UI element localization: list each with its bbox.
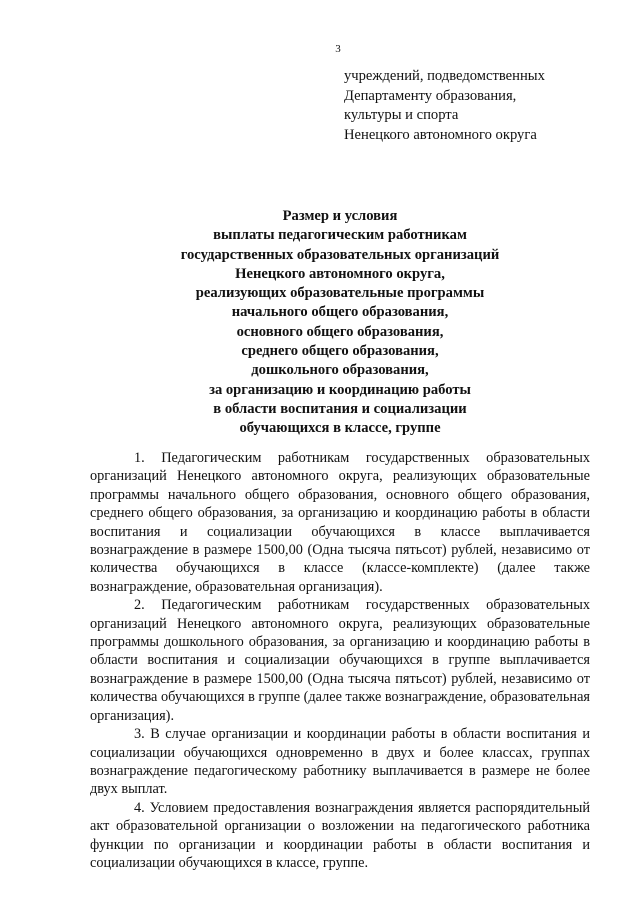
addressee-line: культуры и спорта bbox=[344, 107, 459, 124]
title-line: дошкольного образования, bbox=[251, 362, 429, 379]
title-line: обучающихся в классе, группе bbox=[239, 420, 441, 437]
page-number: 3 bbox=[335, 43, 341, 55]
title-line: среднего общего образования, bbox=[241, 343, 439, 360]
title-line: начального общего образования, bbox=[231, 304, 449, 321]
paragraph-4: 4. Условием предоставления вознаграждения является распорядительный акт образовательной организации о возложении на педагогического работника функции по организации и координации работы в области воспитания и социализации обучающихся в классе, группе. bbox=[90, 799, 590, 871]
title-line: основного общего образования, bbox=[236, 323, 444, 340]
title-line: выплаты педагогическим работникам bbox=[213, 227, 467, 244]
addressee-block bbox=[344, 67, 545, 145]
addressee-line: Ненецкого автономного округа bbox=[344, 126, 537, 143]
title-line: государственных образовательных организаций bbox=[180, 246, 500, 263]
paragraph-3: 3. В случае организации и координации работы в области воспитания и социализации обучающихся одновременно в двух и более классах, группах вознаграждение педагогическому работнику выплачивается в размере не более двух выплат. bbox=[90, 726, 590, 798]
document-body bbox=[90, 449, 590, 872]
title-line: Ненецкого автономного округа, bbox=[235, 265, 445, 282]
title-line: в области воспитания и социализации bbox=[213, 400, 467, 417]
addressee-line: учреждений, подведомственных bbox=[344, 68, 545, 84]
paragraph-1: 1. Педагогическим работникам государственных образовательных организаций Ненецкого автономного округа, реализующих образовательные программы начального общего образования, основного общего образования, среднего общего образования, за организацию и координацию работы в области воспитания и социализации обучающихся в классе выплачивается вознаграждение в размере 1500,00 (Одна тысяча пятьсот) рублей, независимо от количества обучающихся в классе (классе-комплекте) (далее также вознаграждение, образовательная организация). bbox=[90, 450, 590, 595]
document-title bbox=[90, 207, 590, 439]
addressee-line: Департаменту образования, bbox=[344, 87, 517, 104]
title-line: Размер и условия bbox=[282, 208, 398, 224]
title-line: за организацию и координацию работы bbox=[209, 381, 471, 398]
paragraph-2: 2. Педагогическим работникам государственных образовательных организаций Ненецкого автономного округа, реализующих образовательные программы дошкольного образования, за организацию и координацию работы в области воспитания и социализации обучающихся в группе выплачивается вознаграждение в размере 1500,00 (Одна тысяча пятьсот) рублей, независимо от количества обучающихся в группе (далее также вознаграждение, образовательная организация). bbox=[90, 597, 590, 724]
title-line: реализующих образовательные программы bbox=[195, 285, 485, 302]
